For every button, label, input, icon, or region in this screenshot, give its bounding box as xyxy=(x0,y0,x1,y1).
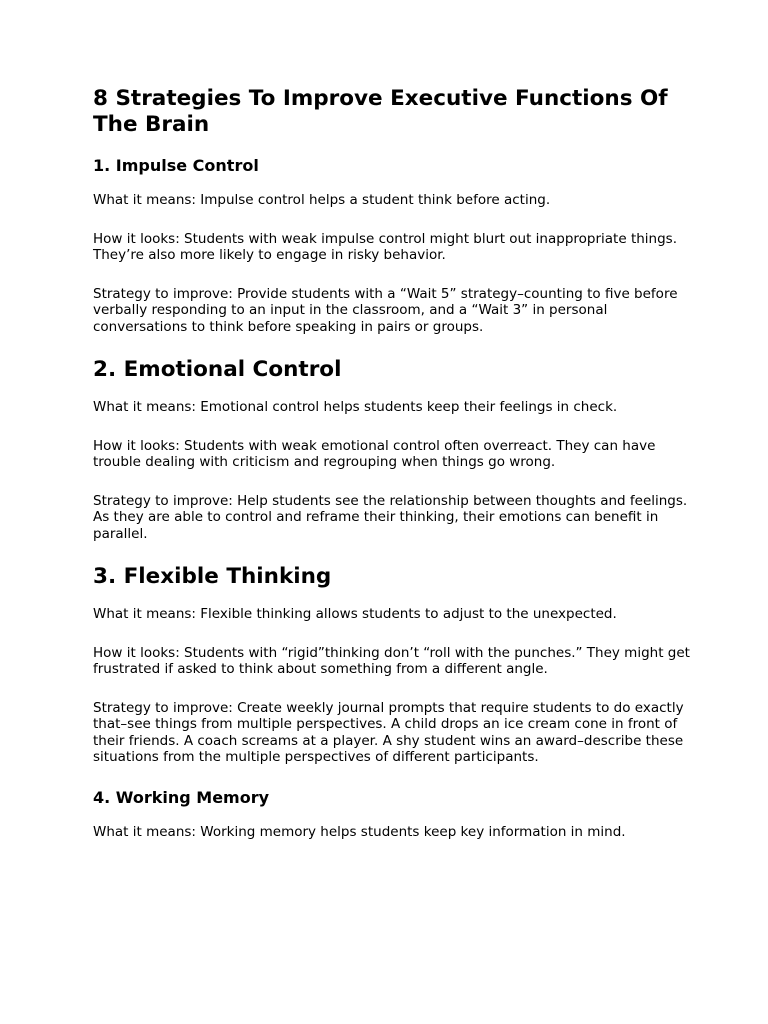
section-how-it-looks: How it looks: Students with weak impulse control might blurt out inappropriate things. They’re also more likely to engage in risky behavior. xyxy=(93,230,678,263)
section-what-it-means: What it means: Flexible thinking allows students to adjust to the unexpected. xyxy=(93,606,617,622)
section-how-it-looks: How it looks: Students with “rigid”thinking don’t “roll with the punches.” They might get frustrated if asked to think about something from a different angle. xyxy=(93,644,690,677)
section-heading-working-memory: 4. Working Memory xyxy=(93,787,270,807)
document-page xyxy=(93,86,693,862)
section-heading-emotional-control: 2. Emotional Control xyxy=(93,357,342,382)
document-title: 8 Strategies To Improve Executive Functions Of The Brain xyxy=(93,86,668,137)
section-strategy: Strategy to improve: Create weekly journal prompts that require students to do exactly that–see things from multiple perspectives. A child drops an ice cream cone in front of their friends. A coach screams at a player. A shy student wins an award–describe these situations from the multiple perspectives of different participants. xyxy=(93,699,684,765)
section-what-it-means: What it means: Emotional control helps students keep their feelings in check. xyxy=(93,399,618,415)
section-heading-impulse-control: 1. Impulse Control xyxy=(93,156,259,175)
section-what-it-means: What it means: Working memory helps students keep key information in mind. xyxy=(93,823,626,840)
section-how-it-looks: How it looks: Students with weak emotional control often overreact. They can have trouble dealing with criticism and regrouping when things go wrong. xyxy=(93,437,656,470)
section-what-it-means: What it means: Impulse control helps a student think before acting. xyxy=(93,192,551,208)
section-heading-flexible-thinking: 3. Flexible Thinking xyxy=(93,564,332,589)
section-strategy: Strategy to improve: Help students see the relationship between thoughts and feelings. As they are able to control and reframe their thinking, their emotions can benefit in parallel. xyxy=(93,492,688,542)
section-strategy: Strategy to improve: Provide students with a “Wait 5” strategy–counting to five before verbally responding to an input in the classroom, and a “Wait 3” in personal conversations to think before speaking in pairs or groups. xyxy=(93,285,678,335)
